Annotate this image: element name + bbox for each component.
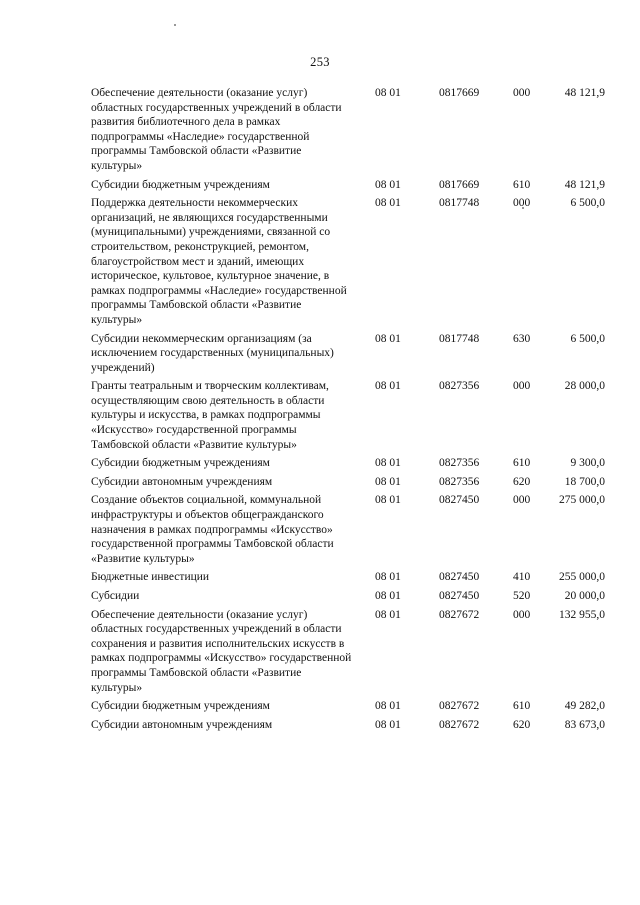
- budget-table-body: [91, 86, 611, 736]
- row-target-code: 0827672: [439, 700, 480, 713]
- row-section-code: 08 01: [375, 494, 401, 507]
- row-amount: 132 955,0: [559, 608, 605, 621]
- row-expense-type: 520: [513, 590, 531, 602]
- table-row: [91, 608, 611, 700]
- row-section-code: 08 01: [375, 700, 401, 713]
- row-name: Гранты театральным и творческим коллективам, осуществляющим свою деятельность в области культуры и искусства, в рамках подпрограммы «Искусство» государственной программы Тамбовской области «Развитие культуры»: [91, 380, 329, 451]
- row-section-code: 08 01: [375, 571, 401, 584]
- row-expense-type: 000: [513, 197, 531, 210]
- row-target-code: 0827450: [439, 494, 480, 507]
- row-name: Субсидии бюджетным учреждениям: [91, 700, 270, 713]
- row-amount: 275 000,0: [559, 494, 605, 507]
- table-row: [91, 86, 611, 178]
- row-target-code: 0817748: [439, 197, 480, 210]
- row-section-code: 08 01: [375, 197, 401, 210]
- table-row: [91, 699, 611, 718]
- row-expense-type: 620: [513, 475, 531, 488]
- row-amount: 18 700,0: [564, 475, 605, 488]
- table-row: [91, 493, 611, 570]
- row-target-code: 0827672: [439, 608, 480, 621]
- row-amount: 6 500,0: [570, 332, 605, 345]
- table-row: [91, 379, 611, 456]
- row-target-code: 0817748: [439, 332, 480, 345]
- row-amount: 83 673,0: [564, 718, 605, 731]
- row-name: Субсидии: [91, 590, 140, 602]
- row-expense-type: 000: [513, 608, 531, 621]
- row-section-code: 08 01: [375, 457, 401, 470]
- row-expense-type: 630: [513, 332, 531, 345]
- row-name: Субсидии автономным учреждениям: [91, 475, 273, 488]
- row-target-code: 0817669: [439, 178, 480, 191]
- table-row: [91, 589, 611, 608]
- row-amount: 48 121,9: [564, 87, 605, 99]
- row-target-code: 0827356: [439, 457, 480, 470]
- table-row: [91, 570, 611, 589]
- row-amount: 20 000,0: [564, 590, 605, 602]
- row-expense-type: 610: [513, 457, 531, 470]
- row-amount: 49 282,0: [564, 700, 605, 713]
- page-number: 253: [310, 55, 330, 69]
- table-row: [91, 718, 611, 737]
- row-target-code: 0827450: [439, 590, 480, 602]
- row-amount: 6 500,0: [570, 197, 605, 210]
- row-name: Субсидии бюджетным учреждениям: [91, 178, 270, 191]
- row-section-code: 08 01: [375, 475, 401, 488]
- row-amount: 28 000,0: [564, 380, 605, 393]
- row-target-code: 0817669: [439, 87, 480, 99]
- table-row: [91, 178, 611, 197]
- row-section-code: 08 01: [375, 87, 401, 99]
- row-amount: 9 300,0: [570, 457, 605, 470]
- row-target-code: 0827450: [439, 571, 480, 584]
- row-expense-type: 000: [513, 87, 531, 99]
- row-expense-type: 610: [513, 178, 531, 191]
- budget-table: [91, 86, 611, 736]
- row-name: Субсидии бюджетным учреждениям: [91, 457, 270, 470]
- row-name: Бюджетные инвестиции: [91, 571, 210, 584]
- row-name: Субсидии автономным учреждениям: [91, 718, 273, 731]
- table-row: [91, 456, 611, 475]
- table-row: [91, 475, 611, 494]
- row-section-code: 08 01: [375, 178, 401, 191]
- row-target-code: 0827672: [439, 718, 480, 731]
- row-expense-type: 610: [513, 700, 531, 713]
- row-expense-type: 620: [513, 718, 531, 731]
- row-section-code: 08 01: [375, 608, 401, 621]
- row-target-code: 0827356: [439, 380, 480, 393]
- row-expense-type: 000: [513, 380, 531, 393]
- row-amount: 48 121,9: [564, 178, 605, 191]
- row-expense-type: 000: [513, 494, 531, 507]
- table-row: [91, 332, 611, 380]
- row-target-code: 0827356: [439, 475, 480, 488]
- table-row: [91, 196, 611, 331]
- row-name: Обеспечение деятельности (оказание услуг) областных государственных учреждений в области развития библиотечного дела в рамках подпрограммы «Наследие» государственной программы Тамбовской области «Развитие культуры»: [91, 87, 342, 172]
- row-section-code: 08 01: [375, 718, 401, 731]
- row-section-code: 08 01: [375, 590, 401, 602]
- row-name: Обеспечение деятельности (оказание услуг) областных государственных учреждений в области сохранения и развития исполнительских искусств в рамках подпрограммы «Искусство» государственной программы Тамбовской области «Развитие культуры»: [91, 608, 352, 694]
- row-expense-type: 410: [513, 571, 531, 584]
- row-name: Субсидии некоммерческим организациям (за исключением государственных (муниципальных) учреждений): [91, 332, 334, 374]
- scan-speck: [174, 24, 176, 26]
- row-section-code: 08 01: [375, 332, 401, 345]
- row-name: Создание объектов социальной, коммунальной инфраструктуры и объектов общегражданского назначения в рамках подпрограммы «Искусство» государственной программы Тамбовской области «Развитие культуры»: [91, 494, 334, 565]
- row-name: Поддержка деятельности некоммерческих организаций, не являющихся государственными (муниципальными) учреждениями, связанной со строительством, реконструкцией, ремонтом, благоустройством мест и зданий, имеющих историческое, культовое, культурное значение, в рамках подпрограммы «Наследие» государственной программы Тамбовской области «Развитие культуры»: [91, 197, 347, 326]
- row-section-code: 08 01: [375, 380, 401, 393]
- row-amount: 255 000,0: [559, 571, 605, 584]
